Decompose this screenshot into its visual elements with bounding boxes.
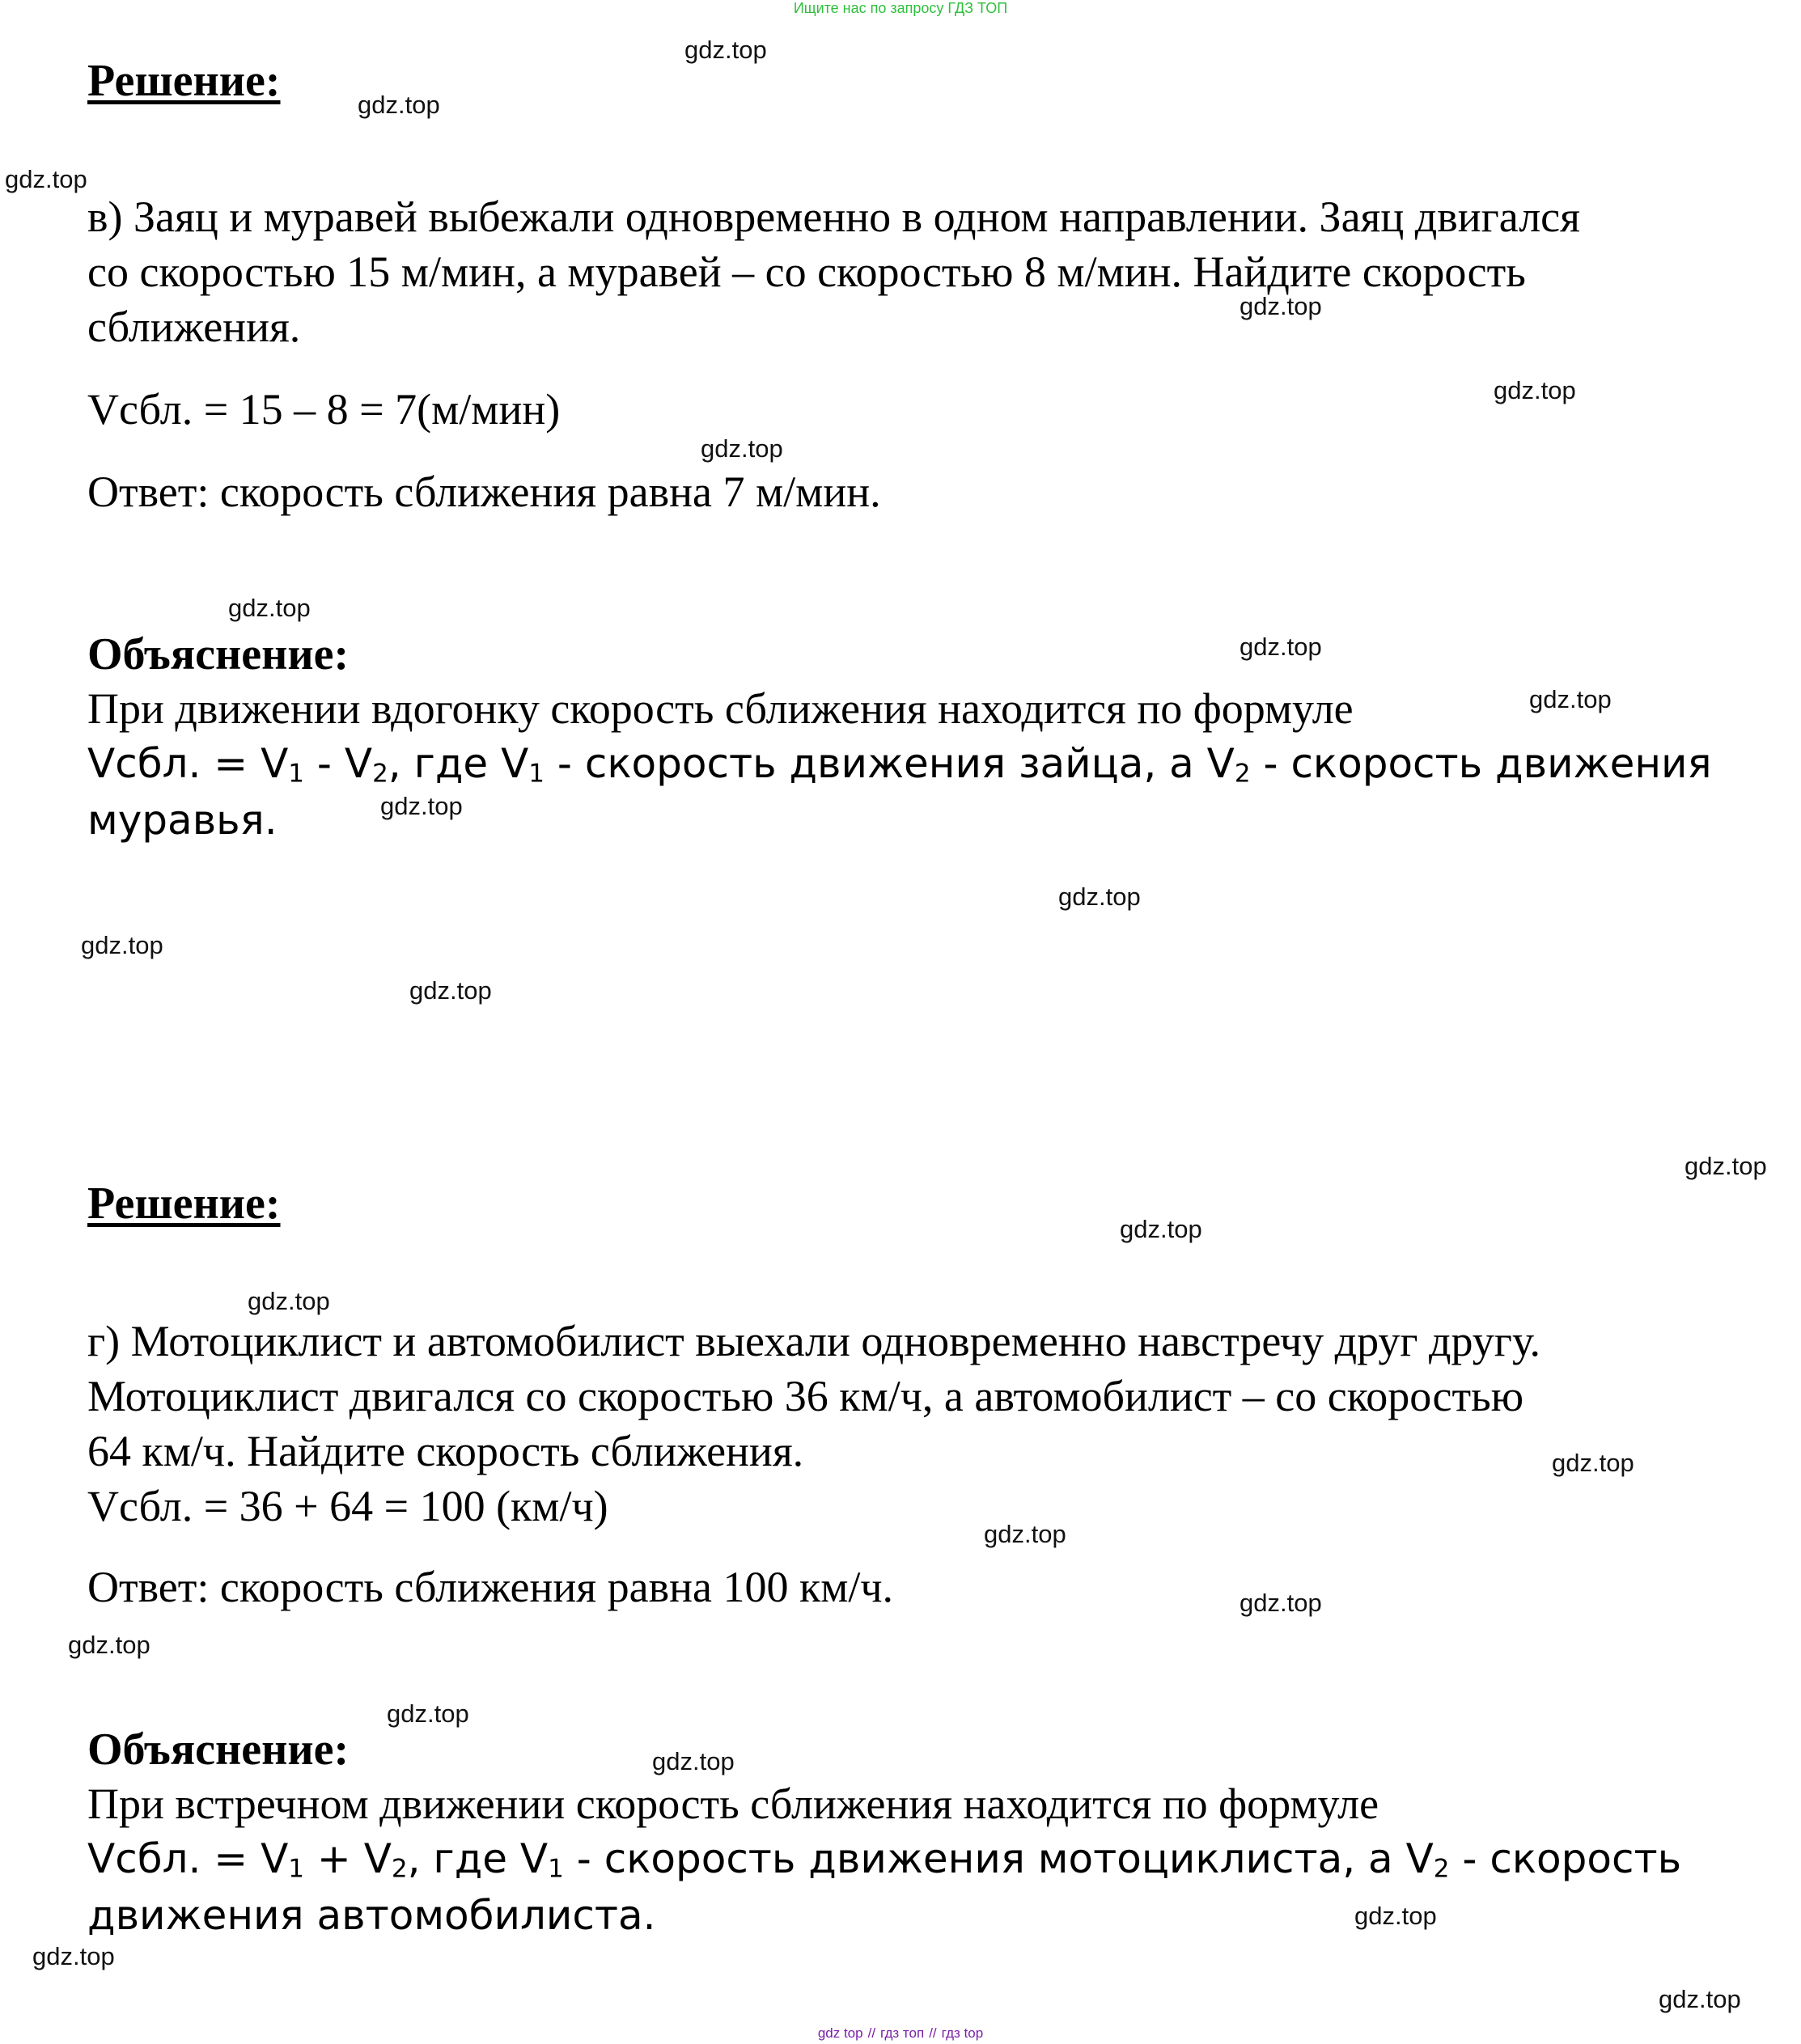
formula-g-text-a: Vсбл. = V bbox=[87, 1835, 289, 1882]
problem-g-line-2: Мотоциклист двигался со скоростью 36 км/ч, а автомобилист – со скоростью bbox=[87, 1372, 1524, 1420]
watermark: gdz.top bbox=[1659, 1985, 1741, 2013]
formula-v-sub-2: 2 bbox=[372, 759, 388, 789]
explanation-heading-g: Объяснение: bbox=[87, 1724, 350, 1775]
formula-g-sub-3: 1 bbox=[548, 1854, 564, 1884]
watermark: gdz.top bbox=[1240, 633, 1322, 661]
formula-v-text-e: - скорость движения bbox=[1250, 740, 1712, 787]
problem-v-line-1: в) Заяц и муравей выбежали одновременно в одном направлении. Заяц двигался bbox=[87, 193, 1580, 241]
formula-g-text-c: , где V bbox=[407, 1835, 549, 1882]
watermark: gdz.top bbox=[409, 976, 492, 1005]
top-banner[interactable]: Ищите нас по запросу ГДЗ ТОП bbox=[793, 0, 1008, 16]
watermark: gdz.top bbox=[1684, 1152, 1767, 1180]
watermark: gdz.top bbox=[248, 1287, 330, 1315]
watermark: gdz.top bbox=[1354, 1902, 1437, 1930]
formula-g-sub-1: 1 bbox=[288, 1854, 305, 1884]
watermark: gdz.top bbox=[387, 1699, 469, 1728]
answer-g: Ответ: скорость сближения равна 100 км/ч. bbox=[87, 1563, 894, 1611]
formula-g-sub-4: 2 bbox=[1433, 1854, 1450, 1884]
explanation-v-line-3: муравья. bbox=[87, 797, 278, 844]
calc-v: Vсбл. = 15 – 8 = 7(м/мин) bbox=[87, 385, 561, 434]
watermark: gdz.top bbox=[380, 792, 463, 820]
problem-v-line-2: со скоростью 15 м/мин, а муравей – со скоростью 8 м/мин. Найдите скорость bbox=[87, 248, 1526, 296]
formula-v-text-b: - V bbox=[304, 740, 373, 787]
problem-v-line-3: сближения. bbox=[87, 303, 301, 351]
watermark: gdz.top bbox=[1120, 1215, 1202, 1243]
bottom-banner-link-3[interactable]: гдз top bbox=[941, 2025, 984, 2041]
watermark: gdz.top bbox=[684, 36, 767, 64]
watermark: gdz.top bbox=[652, 1747, 735, 1775]
formula-g-sub-2: 2 bbox=[391, 1854, 408, 1884]
watermark: gdz.top bbox=[32, 1942, 115, 1970]
formula-g-text-e: - скорость bbox=[1449, 1835, 1682, 1882]
bottom-banner-link-1[interactable]: gdz top bbox=[817, 2025, 863, 2041]
explanation-g-line-3: движения автомобилиста. bbox=[87, 1892, 656, 1939]
formula-v-text-d: - скорость движения зайца, а V bbox=[545, 740, 1235, 787]
formula-v-text-a: Vсбл. = V bbox=[87, 740, 289, 787]
watermark: gdz.top bbox=[1494, 376, 1576, 404]
watermark: gdz.top bbox=[358, 91, 440, 119]
explanation-heading-v: Объяснение: bbox=[87, 629, 350, 679]
watermark: gdz.top bbox=[1240, 1589, 1322, 1617]
formula-g-text-b: + V bbox=[304, 1835, 392, 1882]
problem-g-line-1: г) Мотоциклист и автомобилист выехали одновременно навстречу друг другу. bbox=[87, 1317, 1541, 1365]
watermark: gdz.top bbox=[5, 165, 87, 193]
watermark: gdz.top bbox=[81, 931, 163, 959]
answer-v: Ответ: скорость сближения равна 7 м/мин. bbox=[87, 468, 881, 516]
watermark: gdz.top bbox=[1552, 1449, 1634, 1477]
solution-heading-g: Решение: bbox=[87, 1179, 281, 1229]
bottom-banner-sep: // bbox=[929, 2025, 937, 2041]
formula-v-text-c: , где V bbox=[388, 740, 529, 787]
formula-g-text-d: - скорость движения мотоциклиста, а V bbox=[563, 1835, 1434, 1882]
calc-g: Vсбл. = 36 + 64 = 100 (км/ч) bbox=[87, 1482, 608, 1530]
watermark: gdz.top bbox=[1529, 685, 1612, 713]
formula-v bbox=[87, 739, 1712, 798]
problem-g-line-3: 64 км/ч. Найдите скорость сближения. bbox=[87, 1427, 804, 1475]
bottom-banner-link-2[interactable]: гдз топ bbox=[880, 2025, 925, 2041]
watermark: gdz.top bbox=[701, 434, 783, 463]
explanation-v-line-1: При движении вдогонку скорость сближения находится по формуле bbox=[87, 684, 1354, 733]
formula-g bbox=[87, 1835, 1681, 1894]
explanation-g-line-1: При встречном движении скорость сближения находится по формуле bbox=[87, 1780, 1379, 1828]
formula-v-sub-3: 1 bbox=[528, 759, 545, 789]
formula-v-sub-4: 2 bbox=[1234, 759, 1251, 789]
watermark: gdz.top bbox=[228, 594, 311, 622]
bottom-banner bbox=[0, 2025, 1801, 2042]
watermark: gdz.top bbox=[68, 1631, 150, 1659]
watermark: gdz.top bbox=[1058, 882, 1141, 911]
watermark: gdz.top bbox=[1240, 292, 1322, 320]
bottom-banner-sep: // bbox=[867, 2025, 876, 2041]
formula-v-sub-1: 1 bbox=[288, 759, 305, 789]
solution-heading-v: Решение: bbox=[87, 56, 281, 106]
watermark: gdz.top bbox=[984, 1520, 1066, 1548]
